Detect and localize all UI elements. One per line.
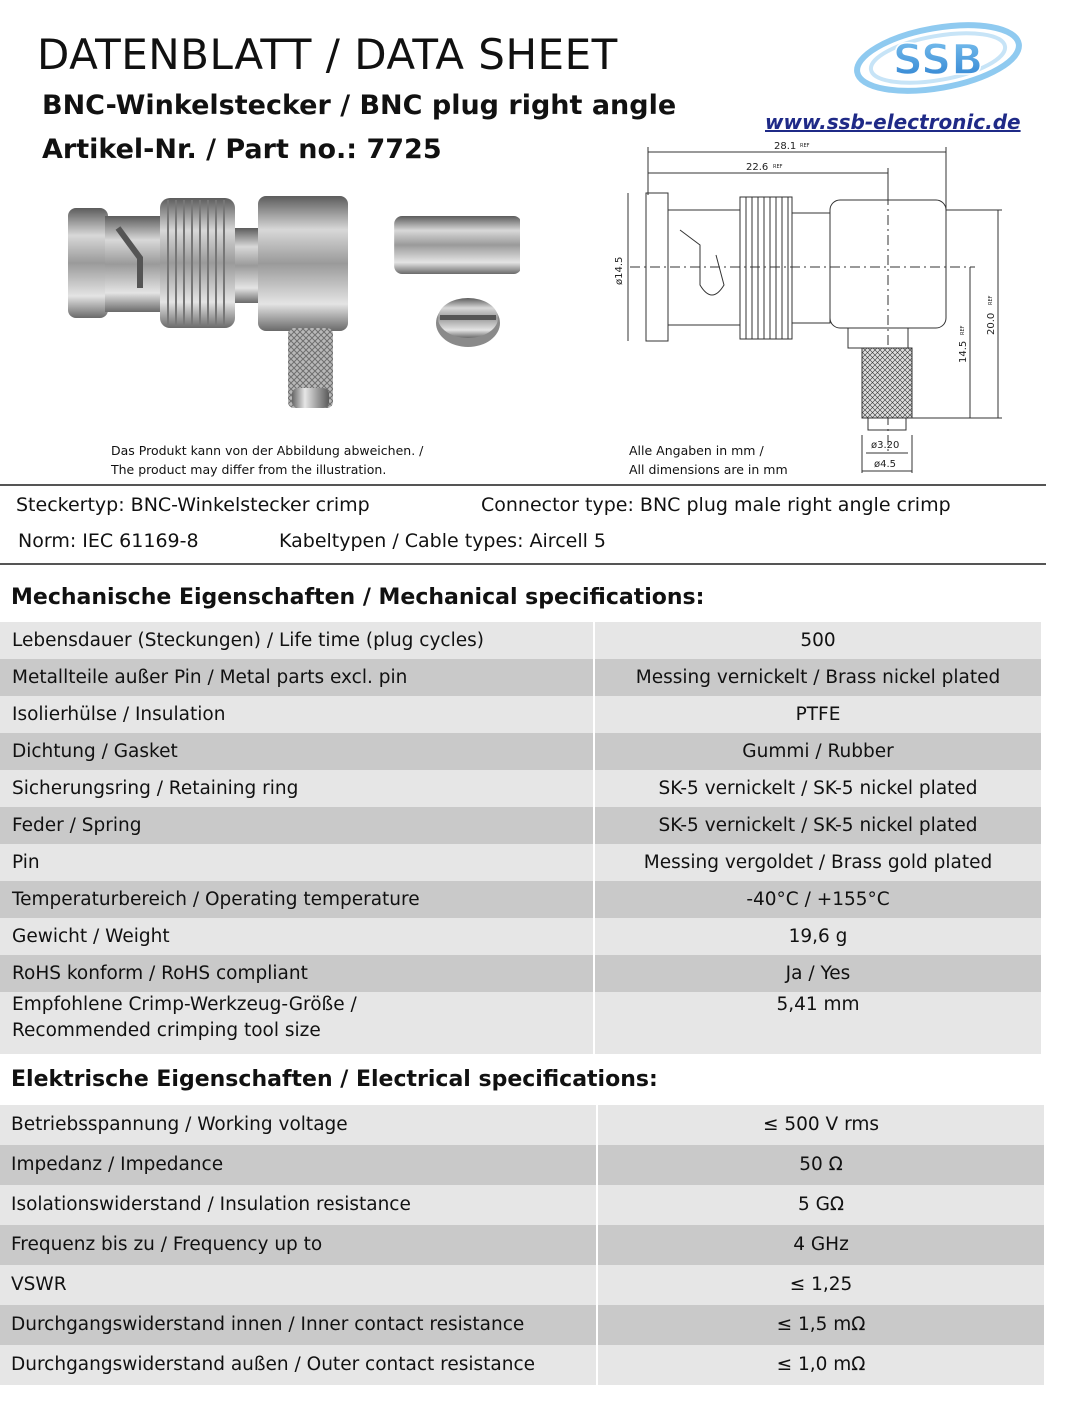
- part-number: Artikel-Nr. / Part no.: 7725: [42, 134, 442, 165]
- dim-14-5-label: 14.5: [958, 340, 969, 363]
- dim-4-5-label: ø4.5: [874, 459, 897, 470]
- dimension-note-line2: All dimensions are in mm: [629, 462, 788, 477]
- spec-label: Lebensdauer (Steckungen) / Life time (plug cycles): [0, 622, 594, 659]
- spec-label-line2: Recommended crimping tool size: [12, 1020, 321, 1041]
- svg-text:SSB: SSB: [892, 35, 984, 84]
- divider-top: [0, 484, 1046, 486]
- table-row: [0, 807, 1041, 844]
- dimension-drawing: [600, 135, 1020, 480]
- norm: Norm: IEC 61169-8: [18, 530, 199, 552]
- spec-value: SK-5 vernickelt / SK-5 nickel plated: [594, 807, 1041, 844]
- dim-22-6-ref: REF: [773, 164, 783, 170]
- table-row: [0, 1145, 1044, 1185]
- spec-value: 50 Ω: [597, 1145, 1044, 1185]
- dim-22-6-label: 22.6: [746, 162, 769, 173]
- spec-value: Messing vernickelt / Brass nickel plated: [594, 659, 1041, 696]
- connector-type-en: Connector type: BNC plug male right angle crimp: [481, 494, 951, 516]
- mechanical-section-title: Mechanische Eigenschaften / Mechanical specifications:: [11, 585, 705, 610]
- divider-bottom: [0, 563, 1046, 565]
- spec-label: [0, 992, 594, 1054]
- photo-disclaimer-line2: The product may differ from the illustration.: [111, 462, 387, 477]
- spec-value: 19,6 g: [594, 918, 1041, 955]
- spec-label: Metallteile außer Pin / Metal parts excl. pin: [0, 659, 594, 696]
- table-row: [0, 844, 1041, 881]
- spec-label: Impedanz / Impedance: [0, 1145, 597, 1185]
- spec-value: ≤ 1,5 mΩ: [597, 1305, 1044, 1345]
- spec-label: Sicherungsring / Retaining ring: [0, 770, 594, 807]
- spec-value: Messing vergoldet / Brass gold plated: [594, 844, 1041, 881]
- dimension-note-line1: Alle Angaben in mm /: [629, 443, 764, 458]
- dim-28-1-label: 28.1: [774, 141, 797, 152]
- spec-value: Ja / Yes: [594, 955, 1041, 992]
- table-row: [0, 622, 1041, 659]
- dim-20-0-ref: REF: [988, 295, 994, 305]
- table-row: [0, 733, 1041, 770]
- cable-types: Kabeltypen / Cable types: Aircell 5: [279, 530, 607, 552]
- spec-label: Dichtung / Gasket: [0, 733, 594, 770]
- table-row: [0, 1225, 1044, 1265]
- table-row: [0, 1185, 1044, 1225]
- spec-value: -40°C / +155°C: [594, 881, 1041, 918]
- dim-28-1-ref: REF: [800, 143, 810, 149]
- spec-label: Durchgangswiderstand außen / Outer contact resistance: [0, 1345, 597, 1385]
- table-row: [0, 659, 1041, 696]
- electrical-section-title: Elektrische Eigenschaften / Electrical specifications:: [11, 1067, 658, 1092]
- table-row: [0, 1345, 1044, 1385]
- spec-label: Temperaturbereich / Operating temperature: [0, 881, 594, 918]
- mechanical-spec-table: [0, 622, 1041, 1054]
- spec-value: ≤ 1,25: [597, 1265, 1044, 1305]
- website-link[interactable]: www.ssb-electronic.de: [765, 110, 1021, 134]
- photo-disclaimer-line1: Das Produkt kann von der Abbildung abweichen. /: [111, 443, 424, 458]
- spec-label-line1: Empfohlene Crimp-Werkzeug-Größe /: [12, 994, 357, 1015]
- document-title: DATENBLATT / DATA SHEET: [37, 30, 618, 79]
- spec-label: RoHS konform / RoHS compliant: [0, 955, 594, 992]
- spec-label: Durchgangswiderstand innen / Inner contact resistance: [0, 1305, 597, 1345]
- table-row: [0, 881, 1041, 918]
- spec-value: 5 GΩ: [597, 1185, 1044, 1225]
- dim-3-20-label: ø3.20: [871, 440, 900, 451]
- spec-label: Feder / Spring: [0, 807, 594, 844]
- spec-label: Pin: [0, 844, 594, 881]
- dim-20-0-label: 20.0: [986, 312, 997, 335]
- table-row: [0, 696, 1041, 733]
- dim-14-5-ref: REF: [960, 325, 966, 335]
- spec-value: Gummi / Rubber: [594, 733, 1041, 770]
- table-row: [0, 1105, 1044, 1145]
- spec-value: 500: [594, 622, 1041, 659]
- table-row: [0, 955, 1041, 992]
- table-row: [0, 992, 1041, 1054]
- dim-dia-14-5-label: ø14.5: [614, 256, 625, 285]
- spec-value: 5,41 mm: [594, 992, 1041, 1054]
- dimension-note: [629, 441, 788, 479]
- spec-label: Frequenz bis zu / Frequency up to: [0, 1225, 597, 1265]
- product-line: BNC-Winkelstecker / BNC plug right angle: [42, 90, 677, 121]
- spec-label: Isolationswiderstand / Insulation resistance: [0, 1185, 597, 1225]
- spec-label: Gewicht / Weight: [0, 918, 594, 955]
- spec-value: PTFE: [594, 696, 1041, 733]
- spec-value: 4 GHz: [597, 1225, 1044, 1265]
- table-row: [0, 1265, 1044, 1305]
- table-row: [0, 1305, 1044, 1345]
- spec-value: ≤ 500 V rms: [597, 1105, 1044, 1145]
- electrical-spec-table: [0, 1105, 1044, 1385]
- product-photo: [60, 188, 520, 418]
- spec-label: Isolierhülse / Insulation: [0, 696, 594, 733]
- connector-type-de: Steckertyp: BNC-Winkelstecker crimp: [16, 494, 370, 516]
- ssb-logo: [850, 14, 1025, 94]
- spec-value: ≤ 1,0 mΩ: [597, 1345, 1044, 1385]
- spec-label: VSWR: [0, 1265, 597, 1305]
- table-row: [0, 770, 1041, 807]
- table-row: [0, 918, 1041, 955]
- spec-label: Betriebsspannung / Working voltage: [0, 1105, 597, 1145]
- photo-disclaimer: [111, 441, 423, 479]
- spec-value: SK-5 vernickelt / SK-5 nickel plated: [594, 770, 1041, 807]
